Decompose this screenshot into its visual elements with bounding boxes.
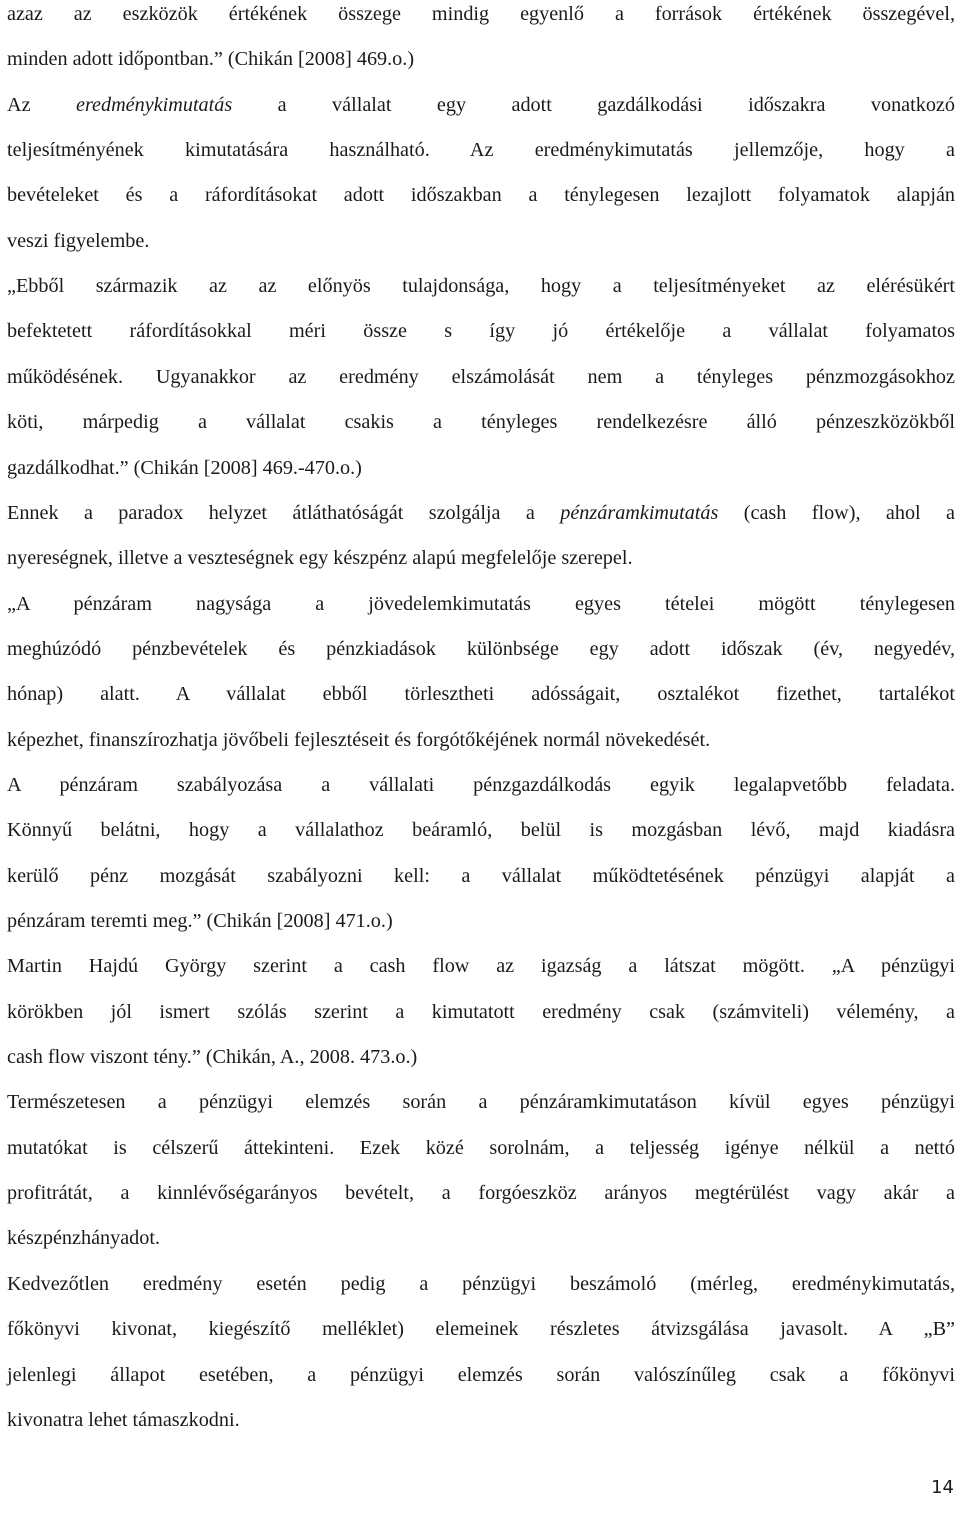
- text-line: befektetett ráfordításokkal méri össze s így jó értékelője a vállalat folyamatos: [7, 320, 955, 343]
- text-line: működésének. Ugyanakkor az eredmény elszámolását nem a tényleges pénzmozgásokhoz: [7, 365, 955, 388]
- text-line: profitrátát, a kinnlévőségarányos bevételt, a forgóeszköz arányos megtérülést vagy akár a: [7, 1182, 955, 1205]
- text-line: főkönyvi kivonat, kiegészítő melléklet) elemeinek részletes átvizsgálása javasolt. A „B”: [7, 1318, 955, 1341]
- text-line: Kedvezőtlen eredmény esetén pedig a pénzügyi beszámoló (mérleg, eredménykimutatás,: [7, 1272, 955, 1295]
- text-line: gazdálkodhat.” (Chikán [2008] 469.-470.o.): [7, 456, 362, 479]
- text-line: teljesítményének kimutatására használható. Az eredménykimutatás jellemzője, hogy a: [7, 139, 955, 162]
- text-line: A pénzáram szabályozása a vállalati pénzgazdálkodás egyik legalapvetőbb feladata.: [7, 773, 955, 796]
- text-line: cash flow viszont tény.” (Chikán, A., 2008. 473.o.): [7, 1046, 418, 1069]
- text-line: pénzáram teremti meg.” (Chikán [2008] 471.o.): [7, 910, 393, 932]
- text-line: azaz az eszközök értékének összege mindig egyenlő a források értékének összegével,: [7, 3, 955, 25]
- text-line: jelenlegi állapot esetében, a pénzügyi elemzés során valószínűleg csak a főkönyvi: [7, 1363, 955, 1386]
- text-line: minden adott időpontban.” (Chikán [2008] 469.o.): [7, 48, 415, 71]
- text-line: bevételeket és a ráfordításokat adott időszakban a ténylegesen lezajlott folyamatok alapján: [7, 184, 955, 207]
- text-line: Könnyű belátni, hogy a vállalathoz beáramló, belül is mozgásban lévő, majd kiadásra: [7, 819, 955, 842]
- text-line: Ennek a paradox helyzet átláthatóságát szolgálja a pénzáramkimutatás (cash flow), ahol a: [7, 501, 955, 524]
- text-line: kerülő pénz mozgását szabályozni kell: a vállalat működtetésének pénzügyi alapját a: [7, 864, 955, 887]
- text-line: készpénzhányadot.: [7, 1227, 161, 1250]
- text-line: „A pénzáram nagysága a jövedelemkimutatás egyes tételei mögött ténylegesen: [7, 592, 955, 615]
- text-line: Az eredménykimutatás a vállalat egy adott gazdálkodási időszakra vonatkozó: [7, 93, 955, 116]
- text-line: mutatókat is célszerű áttekinteni. Ezek közé sorolnám, a teljesség igénye nélkül a nettó: [7, 1136, 955, 1159]
- text-line: kivonatra lehet támaszkodni.: [7, 1408, 240, 1431]
- text-line: hónap) alatt. A vállalat ebből törlesztheti adósságait, osztalékot fizethet, tartalékot: [7, 683, 955, 706]
- text-line: veszi figyelembe.: [7, 229, 150, 252]
- text-line: „Ebből származik az az előnyös tulajdonsága, hogy a teljesítményeket az elérésükért: [7, 275, 955, 298]
- text-line: nyereségnek, illetve a veszteségnek egy készpénz alapú megfelelője szerepel.: [7, 547, 633, 570]
- text-line: Természetesen a pénzügyi elemzés során a pénzáramkimutatáson kívül egyes pénzügyi: [7, 1091, 955, 1114]
- text-line: Martin Hajdú György szerint a cash flow az igazság a látszat mögött. „A pénzügyi: [7, 955, 955, 978]
- text-line: köti, márpedig a vállalat csakis a tényleges rendelkezésre álló pénzeszközökből: [7, 411, 955, 434]
- text-line: meghúzódó pénzbevételek és pénzkiadások különbsége egy adott időszak (év, negyedév,: [7, 637, 955, 660]
- page-number: 14: [931, 1477, 954, 1498]
- text-line: körökben jól ismert szólás szerint a kimutatott eredmény csak (számviteli) vélemény, a: [7, 1000, 955, 1023]
- text-line: képezhet, finanszírozhatja jövőbeli fejlesztéseit és forgótőkéjének normál növekedését.: [7, 728, 711, 751]
